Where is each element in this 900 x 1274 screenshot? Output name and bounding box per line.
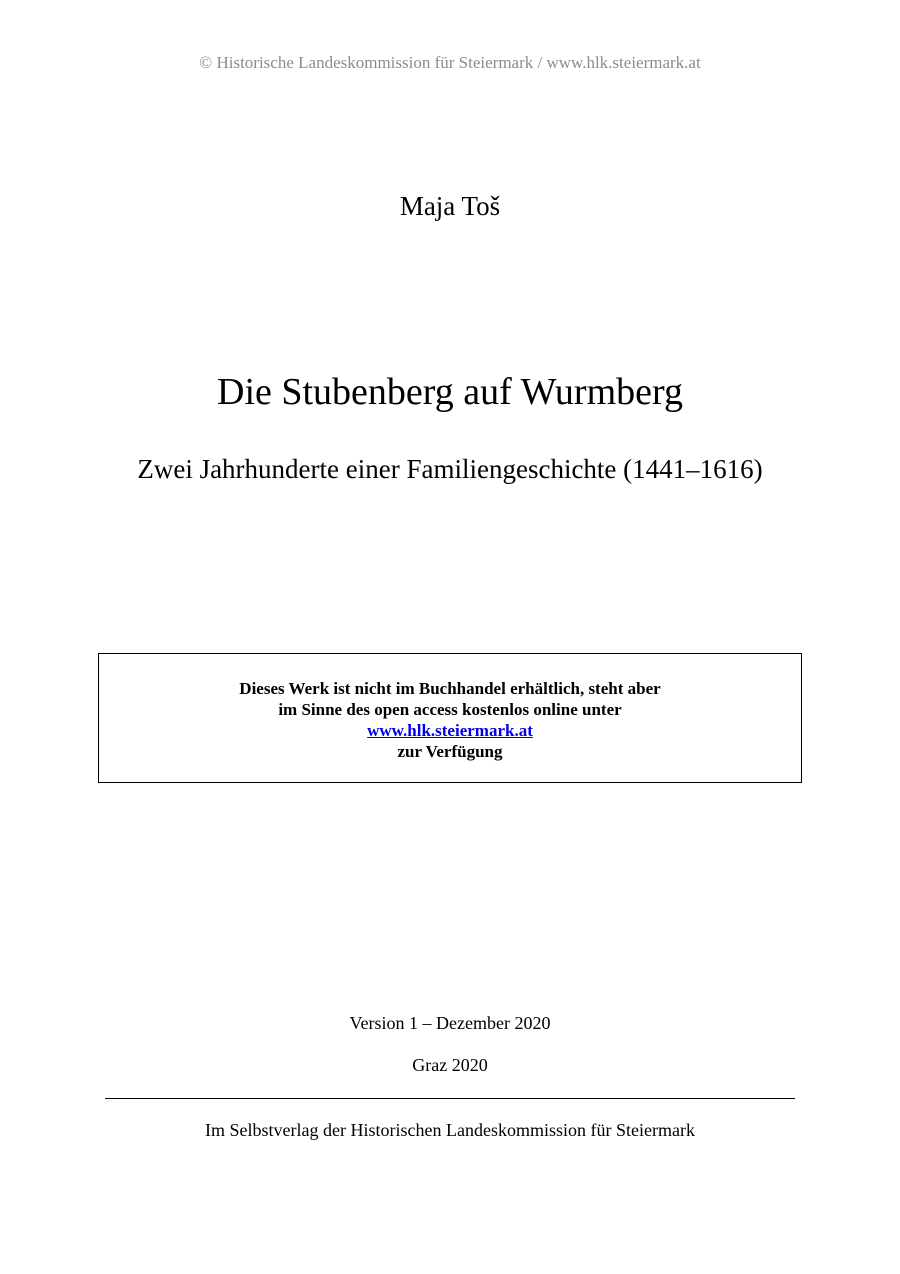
publisher-line: Im Selbstverlag der Historischen Landeskommission für Steiermark — [205, 1120, 695, 1140]
hlk-website-link[interactable]: www.hlk.steiermark.at — [367, 721, 533, 740]
notice-line-2: im Sinne des open access kostenlos online unter — [278, 700, 622, 719]
notice-text — [99, 678, 801, 762]
copyright-header: © Historische Landeskommission für Steiermark / www.hlk.steiermark.at — [199, 53, 701, 72]
notice-line-1: Dieses Werk ist nicht im Buchhandel erhältlich, steht aber — [239, 679, 661, 698]
book-subtitle: Zwei Jahrhunderte einer Familiengeschichte (1441–1616) — [137, 454, 763, 484]
book-title: Die Stubenberg auf Wurmberg — [217, 371, 683, 413]
place-year: Graz 2020 — [412, 1055, 488, 1075]
footer-divider — [105, 1098, 795, 1099]
author-name: Maja Toš — [399, 191, 501, 221]
notice-line-4: zur Verfügung — [397, 742, 503, 761]
open-access-notice-box — [98, 653, 802, 783]
version-line: Version 1 – Dezember 2020 — [349, 1013, 551, 1033]
